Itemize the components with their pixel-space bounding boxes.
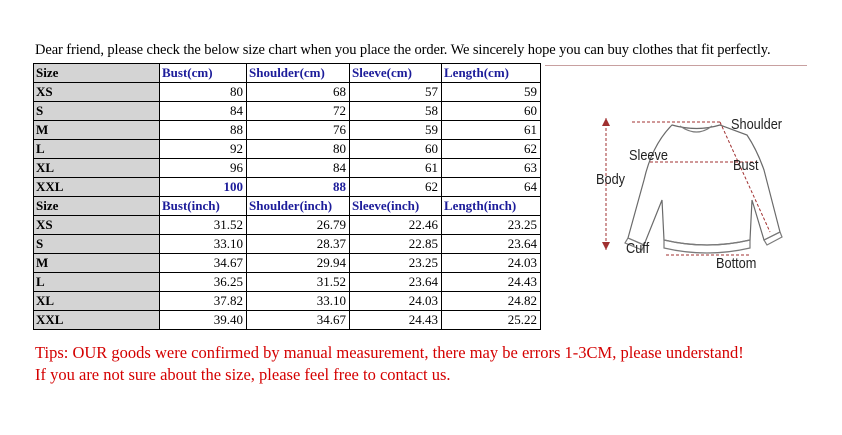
column-header-cell: Shoulder(inch) (247, 197, 350, 216)
value-cell: 31.52 (247, 273, 350, 292)
value-cell: 60 (350, 140, 442, 159)
value-cell: 23.64 (442, 235, 541, 254)
value-cell: 36.25 (160, 273, 247, 292)
size-label-cell: M (34, 121, 160, 140)
value-cell: 80 (160, 83, 247, 102)
header-row (34, 64, 541, 83)
value-cell: 84 (160, 102, 247, 121)
value-cell: 24.43 (350, 311, 442, 330)
table-row (34, 178, 541, 197)
size-label-cell: XL (34, 292, 160, 311)
value-cell: 34.67 (247, 311, 350, 330)
value-cell: 39.40 (160, 311, 247, 330)
size-label-cell: XS (34, 216, 160, 235)
value-cell: 62 (442, 140, 541, 159)
label-bottom: Bottom (716, 255, 757, 272)
label-bust: Bust (733, 157, 759, 174)
size-chart-table (33, 63, 541, 330)
value-cell: 24.03 (442, 254, 541, 273)
value-cell: 61 (350, 159, 442, 178)
value-cell: 26.79 (247, 216, 350, 235)
table-row (34, 102, 541, 121)
label-shoulder: Shoulder (731, 116, 783, 133)
table-row (34, 216, 541, 235)
value-cell: 57 (350, 83, 442, 102)
column-header-cell: Bust(cm) (160, 64, 247, 83)
value-cell: 24.82 (442, 292, 541, 311)
size-label-cell: XXL (34, 178, 160, 197)
value-cell: 22.85 (350, 235, 442, 254)
table-row (34, 121, 541, 140)
column-header-cell: Length(cm) (442, 64, 541, 83)
value-cell: 68 (247, 83, 350, 102)
value-cell: 64 (442, 178, 541, 197)
value-cell: 33.10 (160, 235, 247, 254)
column-header-cell: Sleeve(cm) (350, 64, 442, 83)
label-cuff: Cuff (626, 240, 650, 257)
value-cell: 34.67 (160, 254, 247, 273)
value-cell: 31.52 (160, 216, 247, 235)
value-cell: 84 (247, 159, 350, 178)
size-label-cell: M (34, 254, 160, 273)
table-row (34, 273, 541, 292)
intro-underline (545, 65, 807, 66)
table-row (34, 159, 541, 178)
size-label-cell: S (34, 235, 160, 254)
value-cell: 23.25 (350, 254, 442, 273)
header-row (34, 197, 541, 216)
column-header-cell: Sleeve(inch) (350, 197, 442, 216)
label-sleeve: Sleeve (629, 147, 668, 164)
value-cell: 63 (442, 159, 541, 178)
value-cell: 28.37 (247, 235, 350, 254)
garment-measurement-diagram (592, 100, 802, 290)
tips (35, 342, 744, 386)
value-cell: 25.22 (442, 311, 541, 330)
value-cell: 76 (247, 121, 350, 140)
value-cell: 59 (350, 121, 442, 140)
value-cell: 96 (160, 159, 247, 178)
value-cell: 92 (160, 140, 247, 159)
column-header-cell: Shoulder(cm) (247, 64, 350, 83)
value-cell: 37.82 (160, 292, 247, 311)
column-header-cell: Bust(inch) (160, 197, 247, 216)
value-cell: 88 (160, 121, 247, 140)
table-row (34, 140, 541, 159)
size-label-cell: XL (34, 159, 160, 178)
value-cell: 100 (160, 178, 247, 197)
label-body: Body (596, 171, 626, 188)
value-cell: 60 (442, 102, 541, 121)
column-header-cell: Length(inch) (442, 197, 541, 216)
value-cell: 24.43 (442, 273, 541, 292)
value-cell: 80 (247, 140, 350, 159)
value-cell: 62 (350, 178, 442, 197)
value-cell: 29.94 (247, 254, 350, 273)
table-row (34, 292, 541, 311)
size-header-cell: Size (34, 64, 160, 83)
size-header-cell: Size (34, 197, 160, 216)
table-row (34, 254, 541, 273)
value-cell: 33.10 (247, 292, 350, 311)
intro-text: Dear friend, please check the below size chart when you place the order. We sincerely hope you can buy clothes that fit perfectly. (35, 42, 771, 58)
value-cell: 23.25 (442, 216, 541, 235)
value-cell: 61 (442, 121, 541, 140)
value-cell: 59 (442, 83, 541, 102)
value-cell: 58 (350, 102, 442, 121)
size-label-cell: L (34, 140, 160, 159)
value-cell: 88 (247, 178, 350, 197)
value-cell: 24.03 (350, 292, 442, 311)
tips-line-2: If you are not sure about the size, please feel free to contact us. (35, 365, 451, 384)
table-row (34, 311, 541, 330)
table-row (34, 235, 541, 254)
size-label-cell: XXL (34, 311, 160, 330)
size-label-cell: L (34, 273, 160, 292)
value-cell: 22.46 (350, 216, 442, 235)
size-label-cell: XS (34, 83, 160, 102)
value-cell: 23.64 (350, 273, 442, 292)
tips-line-1: Tips: OUR goods were confirmed by manual measurement, there may be errors 1-3CM, please understand! (35, 343, 744, 362)
table-row (34, 83, 541, 102)
value-cell: 72 (247, 102, 350, 121)
size-label-cell: S (34, 102, 160, 121)
